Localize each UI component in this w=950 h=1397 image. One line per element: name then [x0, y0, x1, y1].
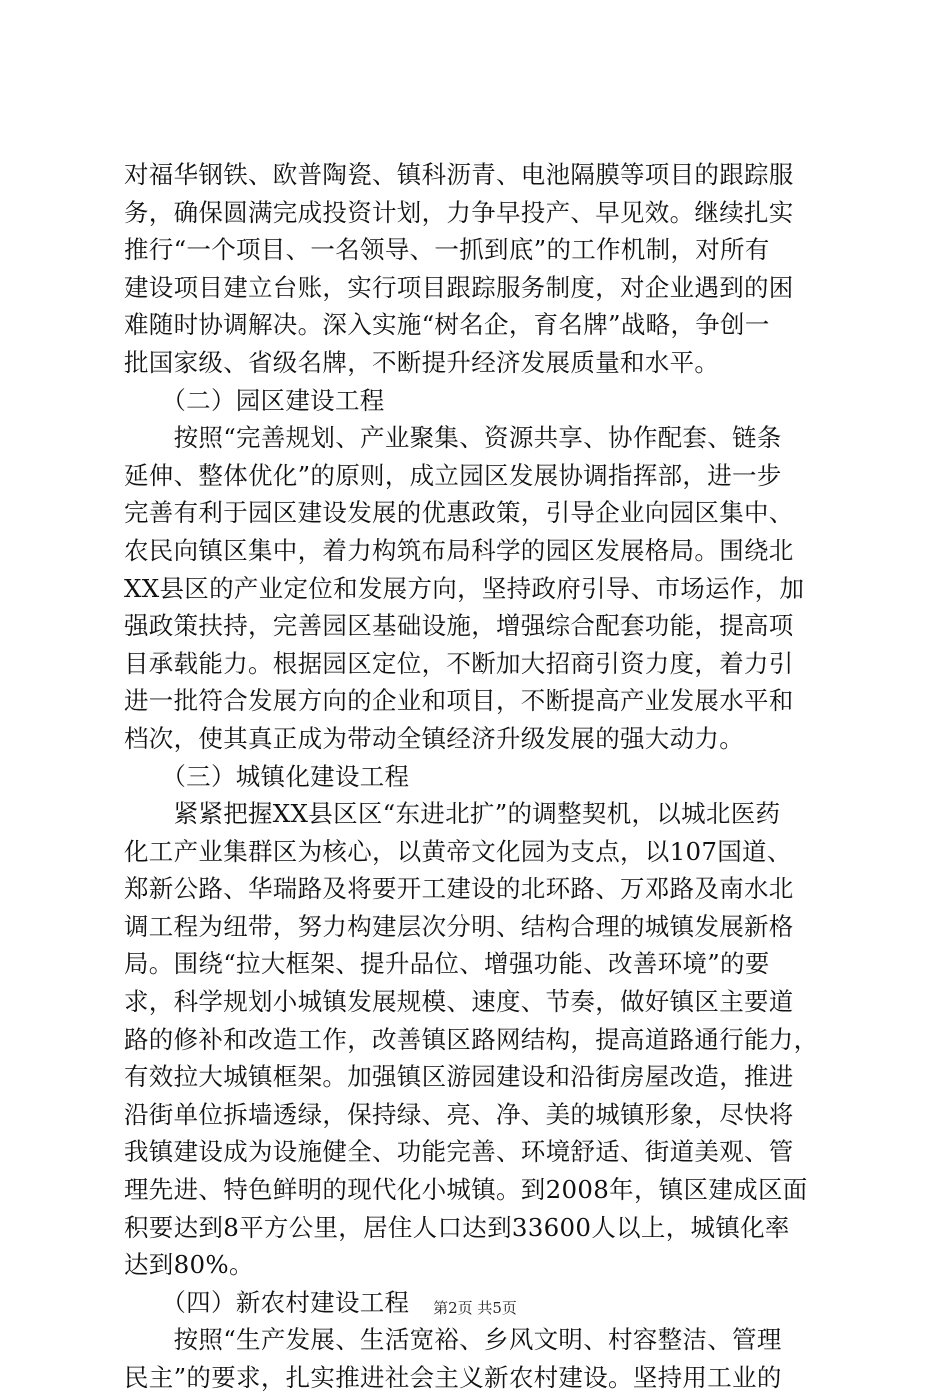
text-line: 建设项目建立台账，实行项目跟踪服务制度，对企业遇到的困: [124, 272, 794, 302]
text-line: 调工程为纽带，努力构建层次分明、结构合理的城镇发展新格: [124, 911, 794, 941]
text-line: 局。围绕“拉大框架、提升品位、增强功能、改善环境”的要: [124, 949, 770, 979]
section-heading: （四）新农村建设工程: [124, 1287, 410, 1317]
page-footer: [0, 1297, 950, 1318]
text-line: 进一批符合发展方向的企业和项目，不断提高产业发展水平和: [124, 686, 794, 716]
text-line: 郑新公路、华瑞路及将要开工建设的北环路、万邓路及南水北: [124, 874, 794, 904]
text-line: 求，科学规划小城镇发展规模、速度、节奏，做好镇区主要道: [124, 987, 794, 1017]
page-number: 第2页 共5页: [433, 1299, 517, 1317]
text-line: 化工产业集群区为核心，以黄帝文化园为支点，以107国道、: [124, 836, 792, 866]
section-heading: （二）园区建设工程: [124, 385, 385, 415]
text-line: 完善有利于园区建设发展的优惠政策，引导企业向园区集中、: [124, 498, 794, 528]
text-line: 紧紧把握XX县区区“东进北扩”的调整契机，以城北医药: [124, 799, 781, 829]
text-line: 档次，使其真正成为带动全镇经济升级发展的强大动力。: [124, 723, 744, 753]
text-line: 对福华钢铁、欧普陶瓷、镇科沥青、电池隔膜等项目的跟踪服: [124, 160, 794, 189]
text-line: 积要达到8平方公里，居住人口达到33600人以上，城镇化率: [124, 1212, 790, 1242]
text-line: XX县区的产业定位和发展方向，坚持政府引导、市场运作，加: [124, 573, 805, 603]
text-line: 按照“完善规划、产业聚集、资源共享、协作配套、链条: [124, 423, 782, 453]
text-line: 我镇建设成为设施健全、功能完善、环境舒适、街道美观、管: [124, 1137, 794, 1167]
text-line: 民主”的要求，扎实推进社会主义新农村建设。坚持用工业的: [124, 1363, 782, 1392]
text-line: 路的修补和改造工作，改善镇区路网结构，提高道路通行能力，: [124, 1024, 819, 1054]
text-line: 农民向镇区集中，着力构筑布局科学的园区发展格局。围绕北: [124, 535, 794, 565]
section-heading: （三）城镇化建设工程: [124, 761, 410, 791]
text-line: 务，确保圆满完成投资计划，力争早投产、早见效。继续扎实: [124, 197, 794, 227]
document-body: [124, 156, 834, 1397]
text-line: 按照“生产发展、生活宽裕、乡风文明、村容整洁、管理: [124, 1325, 782, 1355]
text-line: 难随时协调解决。深入实施“树名企，育名牌”战略，争创一: [124, 310, 770, 340]
text-line: 推行“一个项目、一名领导、一抓到底”的工作机制，对所有: [124, 235, 770, 265]
text-line: 批国家级、省级名牌，不断提升经济发展质量和水平。: [124, 347, 720, 377]
text-line: 有效拉大城镇框架。加强镇区游园建设和沿街房屋改造，推进: [124, 1062, 794, 1092]
text-line: 目承载能力。根据园区定位，不断加大招商引资力度，着力引: [124, 648, 794, 678]
text-line: 理先进、特色鲜明的现代化小城镇。到2008年，镇区建成区面: [124, 1175, 808, 1205]
text-line: 延伸、整体优化”的原则，成立园区发展协调指挥部，进一步: [124, 460, 782, 490]
text-line: 达到80%。: [124, 1250, 254, 1280]
text-line: 沿街单位拆墙透绿，保持绿、亮、净、美的城镇形象，尽快将: [124, 1099, 794, 1129]
text-line: 强政策扶持，完善园区基础设施，增强综合配套功能，提高项: [124, 611, 794, 641]
